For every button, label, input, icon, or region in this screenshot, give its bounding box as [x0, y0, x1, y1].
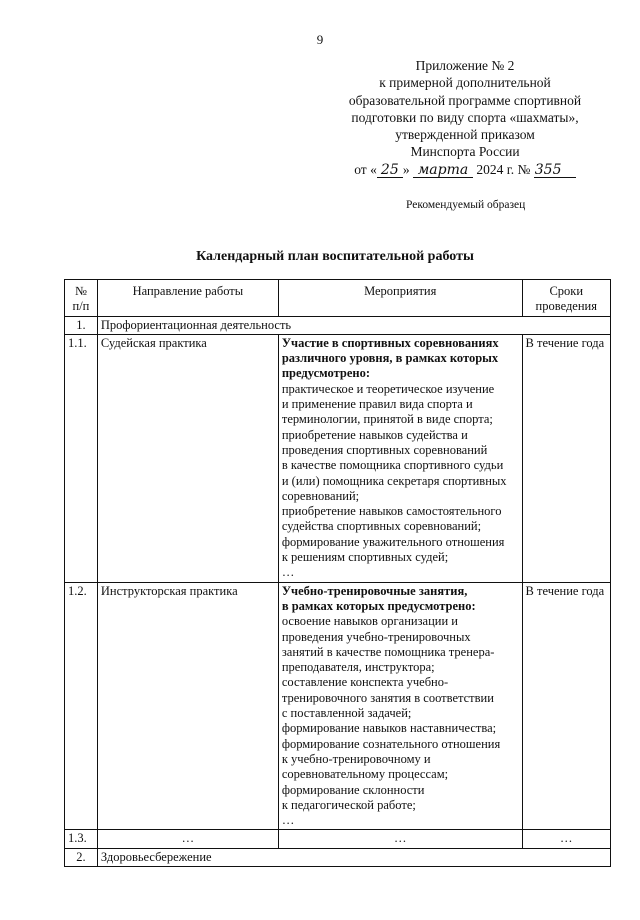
activity-line: приобретение навыков самостоятельного [281, 504, 502, 519]
section-num: 2. [65, 848, 98, 866]
row-direction: Судейская практика [97, 334, 278, 582]
activity-line: судейства спортивных соревнований; [281, 519, 482, 534]
header-terms: Сроки проведения [522, 280, 610, 317]
activity-line: проведения учебно-тренировочных [281, 629, 471, 644]
section-row [65, 316, 611, 334]
appendix-line: образовательной программе спортивной [348, 92, 582, 108]
appendix-line: утвержденной приказом [395, 127, 535, 143]
activity-line: занятий в качестве помощника тренера- [281, 644, 495, 659]
table-row [65, 334, 611, 582]
activity-line: соревнований; [281, 488, 360, 503]
row-activities [278, 334, 522, 582]
row-term: В течение года [522, 334, 610, 582]
appendix-header [330, 57, 600, 178]
activity-line: проведения спортивных соревнований [281, 442, 488, 457]
activity-line: формирование склонности [281, 782, 425, 797]
section-title: Профориентационная деятельность [97, 316, 610, 334]
activity-heading: Учебно-тренировочные занятия, [281, 583, 468, 598]
activity-line: тренировочного занятия в соответствии [281, 690, 494, 705]
header-activities: Мероприятия [278, 280, 522, 317]
date-mid: » [402, 161, 410, 177]
section-num: 1. [65, 316, 98, 334]
activity-line: практическое и теоретическое изучение [281, 381, 495, 396]
handwritten-order-number: 355 [534, 163, 576, 178]
activity-line: соревновательному процессам; [281, 767, 449, 782]
order-date-line [330, 161, 600, 178]
row-activities: … [278, 830, 522, 848]
handwritten-day: 25 [377, 163, 403, 178]
section-title: Здоровьесбережение [97, 848, 610, 866]
page-number: 9 [316, 32, 324, 47]
row-term: … [522, 830, 610, 848]
activity-line: … [281, 565, 295, 580]
section-row [65, 848, 611, 866]
activity-line: приобретение навыков судейства и [281, 427, 468, 442]
activity-heading: Участие в спортивных соревнованиях [281, 335, 499, 350]
activity-line: к учебно-тренировочному и [281, 751, 431, 766]
row-direction: Инструкторская практика [97, 582, 278, 830]
activity-line: и применение правил вида спорта и [281, 397, 473, 412]
row-num: 1.2. [65, 582, 98, 830]
row-term: В течение года [522, 582, 610, 830]
row-num: 1.3. [65, 830, 98, 848]
appendix-line: подготовки по виду спорта «шахматы», [351, 109, 579, 125]
activity-line: … [281, 813, 295, 828]
row-activities [278, 582, 522, 830]
appendix-line: Минспорта России [410, 144, 520, 160]
table-row [65, 582, 611, 830]
activity-line: терминологии, принятой в виде спорта; [281, 412, 493, 427]
row-num: 1.1. [65, 334, 98, 582]
activity-line: формирование уважительного отношения [281, 534, 505, 549]
activity-line: освоение навыков организации и [281, 614, 458, 629]
appendix-line: к примерной дополнительной [379, 75, 551, 91]
header-direction: Направление работы [97, 280, 278, 317]
plan-table [64, 279, 611, 867]
activity-line: формирование навыков наставничества; [281, 721, 497, 736]
handwritten-month: марта [413, 163, 473, 178]
activity-heading: предусмотрено: [281, 366, 370, 381]
document-title: Календарный план воспитательной работы [196, 249, 474, 264]
activity-line: формирование сознательного отношения [281, 736, 501, 751]
activity-line: к педагогической работе; [281, 797, 416, 812]
activity-line: к решениям спортивных судей; [281, 550, 449, 565]
row-direction: … [97, 830, 278, 848]
recommended-label: Рекомендуемый образец [406, 199, 526, 211]
activity-heading: в рамках которых предусмотрено: [281, 598, 476, 613]
table-header-row [65, 280, 611, 317]
activity-line: и (или) помощника секретаря спортивных [281, 473, 507, 488]
activity-heading: различного уровня, в рамках которых [281, 351, 499, 366]
activity-line: с поставленной задачей; [281, 706, 412, 721]
activity-line: в качестве помощника спортивного судьи [281, 458, 504, 473]
date-year: 2024 г. № [476, 161, 531, 177]
activity-line: составление конспекта учебно- [281, 675, 449, 690]
header-num: № п/п [65, 280, 98, 317]
table-row [65, 830, 611, 848]
date-prefix: от « [354, 161, 377, 177]
activity-line: преподавателя, инструктора; [281, 660, 435, 675]
appendix-line: Приложение № 2 [415, 58, 515, 73]
